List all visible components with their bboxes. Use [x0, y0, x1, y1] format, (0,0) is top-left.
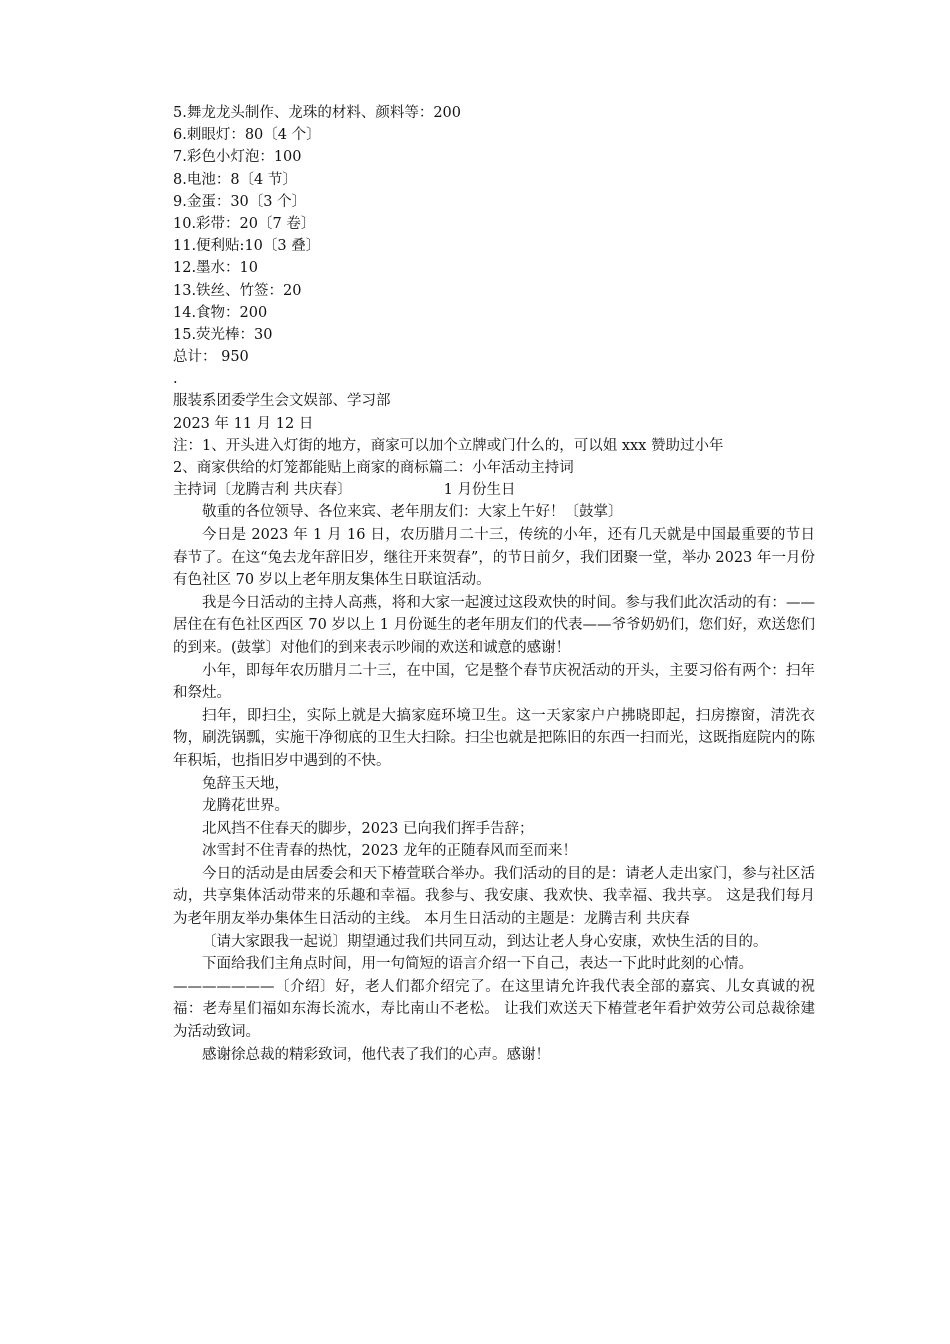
note-2: 2、商家供给的灯笼都能贴上商家的商标篇二：小年活动主持词	[173, 460, 574, 476]
section-header	[173, 479, 815, 501]
paragraph: 感谢徐总裁的精彩致词，他代表了我们的心声。感谢！	[202, 1046, 550, 1063]
document-date: 2023 年 11 月 12 日	[173, 415, 314, 432]
paragraph: 今日的活动是由居委会和天下椿萱联合举办。我们活动的目的是：请老人走出家门，参与社区活动，共享集体活动带来的乐趣和幸福。我参与、我安康、我欢快、我幸福、我共享。 这是我们每月为老年朋友举办集体生日活动的主线。 本月生日活动的主题是：龙腾吉利 共庆春	[173, 865, 815, 928]
list-item: 15.荧光棒：30	[173, 326, 273, 343]
section-subtitle: 1 月份生日	[443, 482, 516, 499]
paragraph: ———————〔介绍〕好，老人们都介绍完了。在这里请允许我代表全部的嘉宾、儿女真诚的祝福：老寿星们福如东海长流水，寿比南山不老松。 让我们欢送天下椿萱老年看护效劳公司总裁徐建为活动致词。	[173, 978, 815, 1041]
list-item: 14.食物：200	[173, 304, 268, 321]
list-item: 5.舞龙龙头制作、龙珠的材料、颜料等：200	[173, 105, 462, 121]
verse-line: 冰雪封不住青春的热忱，2023 龙年的正随春风而至而来！	[202, 843, 578, 860]
paragraph: 扫年，即扫尘，实际上就是大搞家庭环境卫生。这一天家家户户拂晓即起，扫房擦窗，清洗衣物，刷洗锅瓢，实施干净彻底的卫生大扫除。扫尘也就是把陈旧的东西一扫而光，这既指庭院内的陈年积垢，也指旧岁中遇到的不快。	[173, 707, 815, 769]
list-item: 9.金蛋：30〔3 个〕	[173, 193, 307, 210]
paragraph: 下面给我们主角点时间，用一句简短的语言介绍一下自己，表达一下此时此刻的心情。	[202, 956, 753, 973]
list-item: 10.彩带：20〔7 卷〕	[173, 215, 316, 232]
note-1: 注：1、开头进入灯街的地方，商家可以加个立牌或门什么的，可以姐 xxx 赞助过小年	[173, 437, 724, 454]
paragraph: 小年，即每年农历腊月二十三，在中国，它是整个春节庆祝活动的开头，主要习俗有两个：扫年和祭灶。	[173, 662, 815, 702]
list-item: 13.铁丝、竹签：20	[173, 282, 302, 299]
verse-line: 兔辞玉天地，	[202, 775, 289, 792]
list-item: 8.电池：8〔4 节〕	[173, 171, 297, 188]
paragraph: 今日是 2023 年 1 月 16 日，农历腊月二十三，传统的小年，还有几天就是中国最重要的节日春节了。在这“兔去龙年辞旧岁，继往开来贺春”，的节日前夕，我们团聚一堂，举办 2023 年一月份有色社区 70 岁以上老年朋友集体生日联谊活动。	[173, 526, 815, 589]
document-body	[173, 102, 815, 1066]
paragraph: 我是今日活动的主持人高燕，将和大家一起渡过这段欢快的时间。参与我们此次活动的有：——居住在有色社区西区 70 岁以上 1 月份诞生的老年朋友们的代表——爷爷奶奶们，您们好，欢送您们的到来。(鼓掌〕对他们的到来表示吵闹的欢送和诚意的感谢！	[173, 594, 815, 656]
verse-line: 北风挡不住春天的脚步，2023 已向我们挥手告辞；	[202, 820, 534, 837]
list-item: 6.刺眼灯：80〔4 个〕	[173, 127, 321, 144]
total-line: 总计： 950	[173, 349, 249, 366]
greeting: 敬重的各位领导、各位来宾、老年朋友们：大家上午好！〔鼓掌〕	[202, 504, 623, 521]
list-item: 12.墨水：10	[173, 260, 259, 277]
verse-line: 龙腾花世界。	[202, 798, 289, 815]
paragraph: 〔请大家跟我一起说〕期望通过我们共同互动，到达让老人身心安康，欢快生活的目的。	[202, 933, 768, 950]
section-title: 主持词〔龙腾吉利 共庆春〕	[173, 482, 352, 499]
list-item: 11.便利贴:10〔3 叠〕	[173, 238, 321, 255]
separator-dot: .	[173, 371, 178, 388]
organization: 服装系团委学生会文娱部、学习部	[173, 393, 391, 410]
list-item: 7.彩色小灯泡：100	[173, 149, 302, 166]
